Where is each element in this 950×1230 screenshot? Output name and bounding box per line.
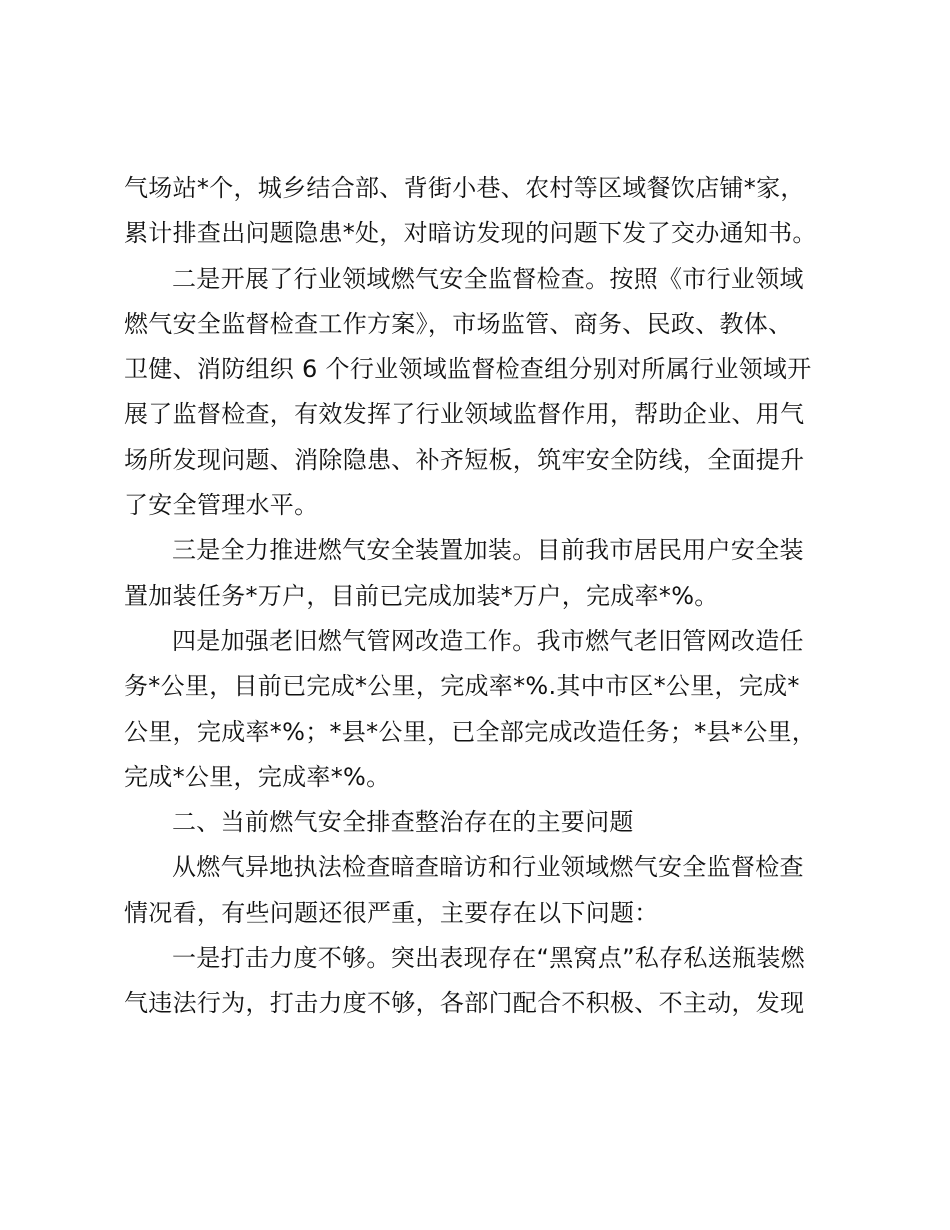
text-line-8: 了安全管理水平。 bbox=[124, 491, 319, 520]
text-line-19: 气违法行为，打击力度不够，各部门配合不积极、不主动，发现 bbox=[124, 989, 805, 1018]
document-body bbox=[124, 166, 824, 1027]
text-line-10: 置加装任务*万户，目前已完成加装*万户，完成率*%。 bbox=[124, 581, 719, 610]
paragraph-6-start: 从燃气异地执法检查暗查暗访和行业领域燃气安全监督检查 bbox=[172, 853, 804, 882]
text-line-1: 气场站*个，城乡结合部、背街小巷、农村等区域餐饮店铺*家， bbox=[124, 174, 805, 202]
text-line-14: 完成*公里，完成率*%。 bbox=[124, 762, 391, 791]
text-line-6: 展了监督检查，有效发挥了行业领域监督作用，帮助企业、用气 bbox=[124, 400, 805, 429]
text-line-4: 燃气安全监督检查工作方案》，市场监管、商务、民政、教体、 bbox=[124, 309, 793, 338]
paragraph-3-start: 三是全力推进燃气安全装置加装。目前我市居民用户安全装 bbox=[172, 536, 804, 565]
text-line-2: 累计排查出问题隐患*处，对暗访发现的问题下发了交办通知书。 bbox=[124, 219, 817, 248]
text-line-7: 场所发现问题、消除隐患、补齐短板，筑牢安全防线，全面提升 bbox=[124, 445, 805, 474]
text-line-13: 公里，完成率*%；*县*公里，已全部完成改造任务；*县*公里， bbox=[124, 717, 817, 746]
paragraph-4-start: 四是加强老旧燃气管网改造工作。我市燃气老旧管网改造任 bbox=[172, 626, 804, 655]
text-line-17: 情况看，有些问题还很严重，主要存在以下问题： bbox=[124, 898, 659, 927]
text-line-5: 卫健、消防组织 6 个行业领域监督检查组分别对所属行业领域开 bbox=[124, 355, 812, 384]
section-heading: 二、当前燃气安全排查整治存在的主要问题 bbox=[172, 808, 634, 837]
text-line-12: 务*公里，目前已完成*公里，完成率*%.其中市区*公里，完成* bbox=[124, 672, 800, 701]
paragraph-7-start: 一是打击力度不够。突出表现存在“黑窝点”私存私送瓶装燃 bbox=[172, 944, 805, 973]
paragraph-2-start: 二是开展了行业领域燃气安全监督检查。按照《市行业领域 bbox=[172, 264, 804, 293]
